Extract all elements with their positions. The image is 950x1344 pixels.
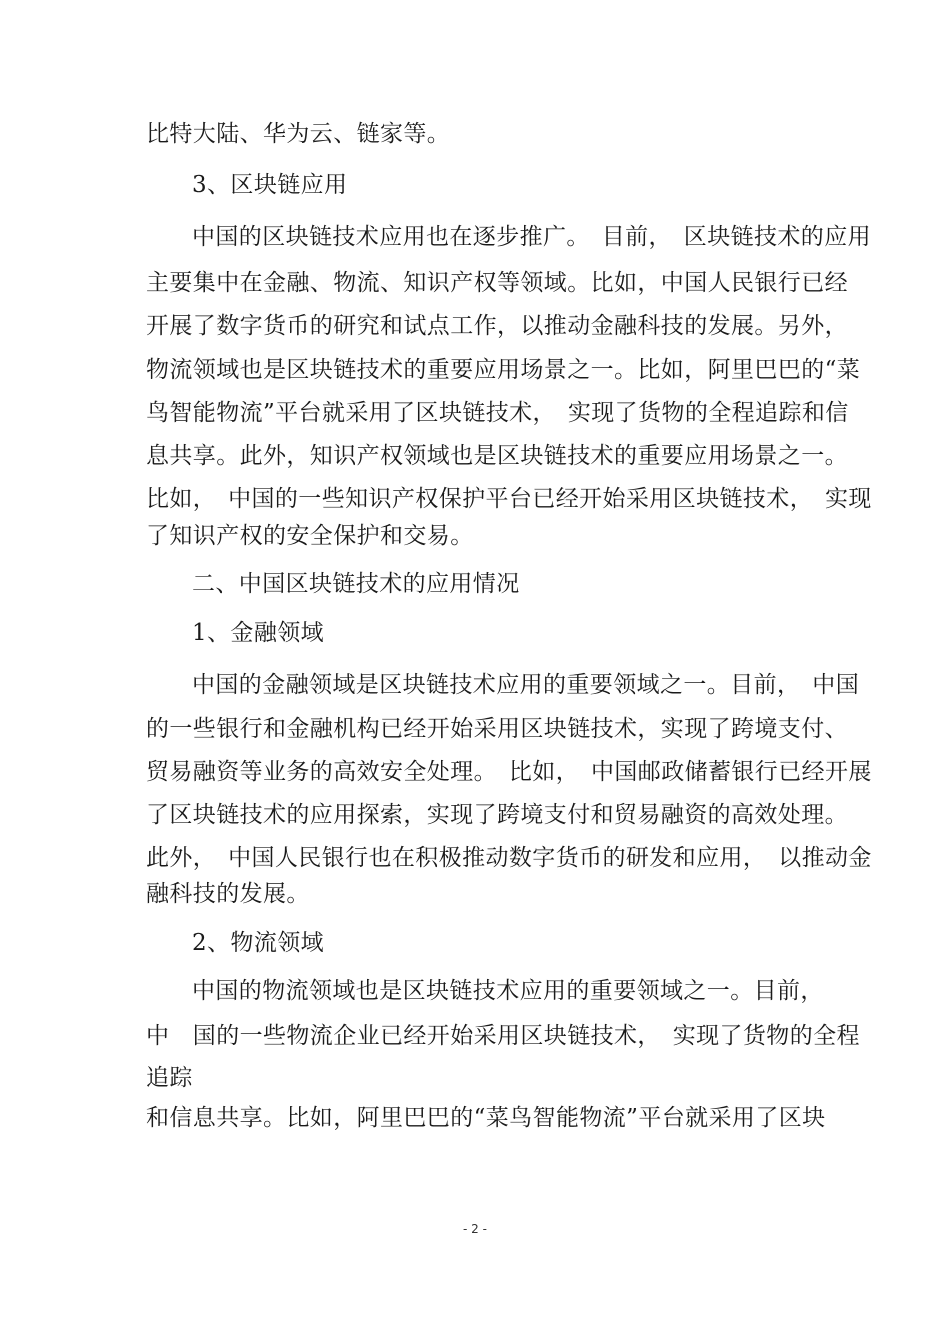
text-line: 了区块链技术的应用探索，实现了跨境支付和贸易融资的高效处理。 [146, 802, 848, 828]
page-number: - 2 - [463, 1222, 487, 1236]
text-line: 中国的物流领域也是区块链技术应用的重要领域之一。目前， [192, 978, 824, 1004]
text-line: 了知识产权的安全保护和交易。 [146, 523, 474, 549]
text-line: 鸟智能物流”平台就采用了区块链技术， 实现了货物的全程追踪和信 [146, 400, 849, 426]
text-line: 融科技的发展。 [146, 881, 310, 907]
text-line: 物流领域也是区块链技术的重要应用场景之一。比如，阿里巴巴的“菜 [146, 357, 861, 383]
text-line: 息共享。此外，知识产权领域也是区块链技术的重要应用场景之一。 [146, 443, 848, 469]
text-line: 比如， 中国的一些知识产权保护平台已经开始采用区块链技术， 实现 [146, 486, 872, 512]
section-heading: 二、中国区块链技术的应用情况 [192, 571, 520, 597]
text-line: 此外， 中国人民银行也在积极推动数字货币的研发和应用， 以推动金 [146, 845, 872, 871]
text-line: 贸易融资等业务的高效安全处理。 比如， 中国邮政储蓄银行已经开展 [146, 759, 872, 785]
subheading-logistics: 2、物流领域 [192, 930, 325, 956]
text-line: 主要集中在金融、物流、知识产权等领域。比如，中国人民银行已经 [146, 270, 848, 296]
text-line: 比特大陆、华为云、链家等。 [146, 121, 451, 147]
text-line: 中 国的一些物流企业已经开始采用区块链技术， 实现了货物的全程 [146, 1023, 860, 1049]
text-line: 中国的区块链技术应用也在逐步推广。 目前， 区块链技术的应用 [192, 224, 871, 250]
subheading-blockchain-application: 3、区块链应用 [192, 172, 348, 198]
text-line: 和信息共享。比如，阿里巴巴的“菜鸟智能物流”平台就采用了区块 [146, 1105, 826, 1131]
text-line: 中国的金融领域是区块链技术应用的重要领域之一。目前， 中国 [192, 672, 860, 698]
text-line: 追踪 [146, 1065, 193, 1091]
subheading-finance: 1、金融领域 [192, 620, 325, 646]
text-line: 的一些银行和金融机构已经开始采用区块链技术，实现了跨境支付、 [146, 716, 848, 742]
text-line: 开展了数字货币的研究和试点工作，以推动金融科技的发展。另外， [146, 313, 848, 339]
